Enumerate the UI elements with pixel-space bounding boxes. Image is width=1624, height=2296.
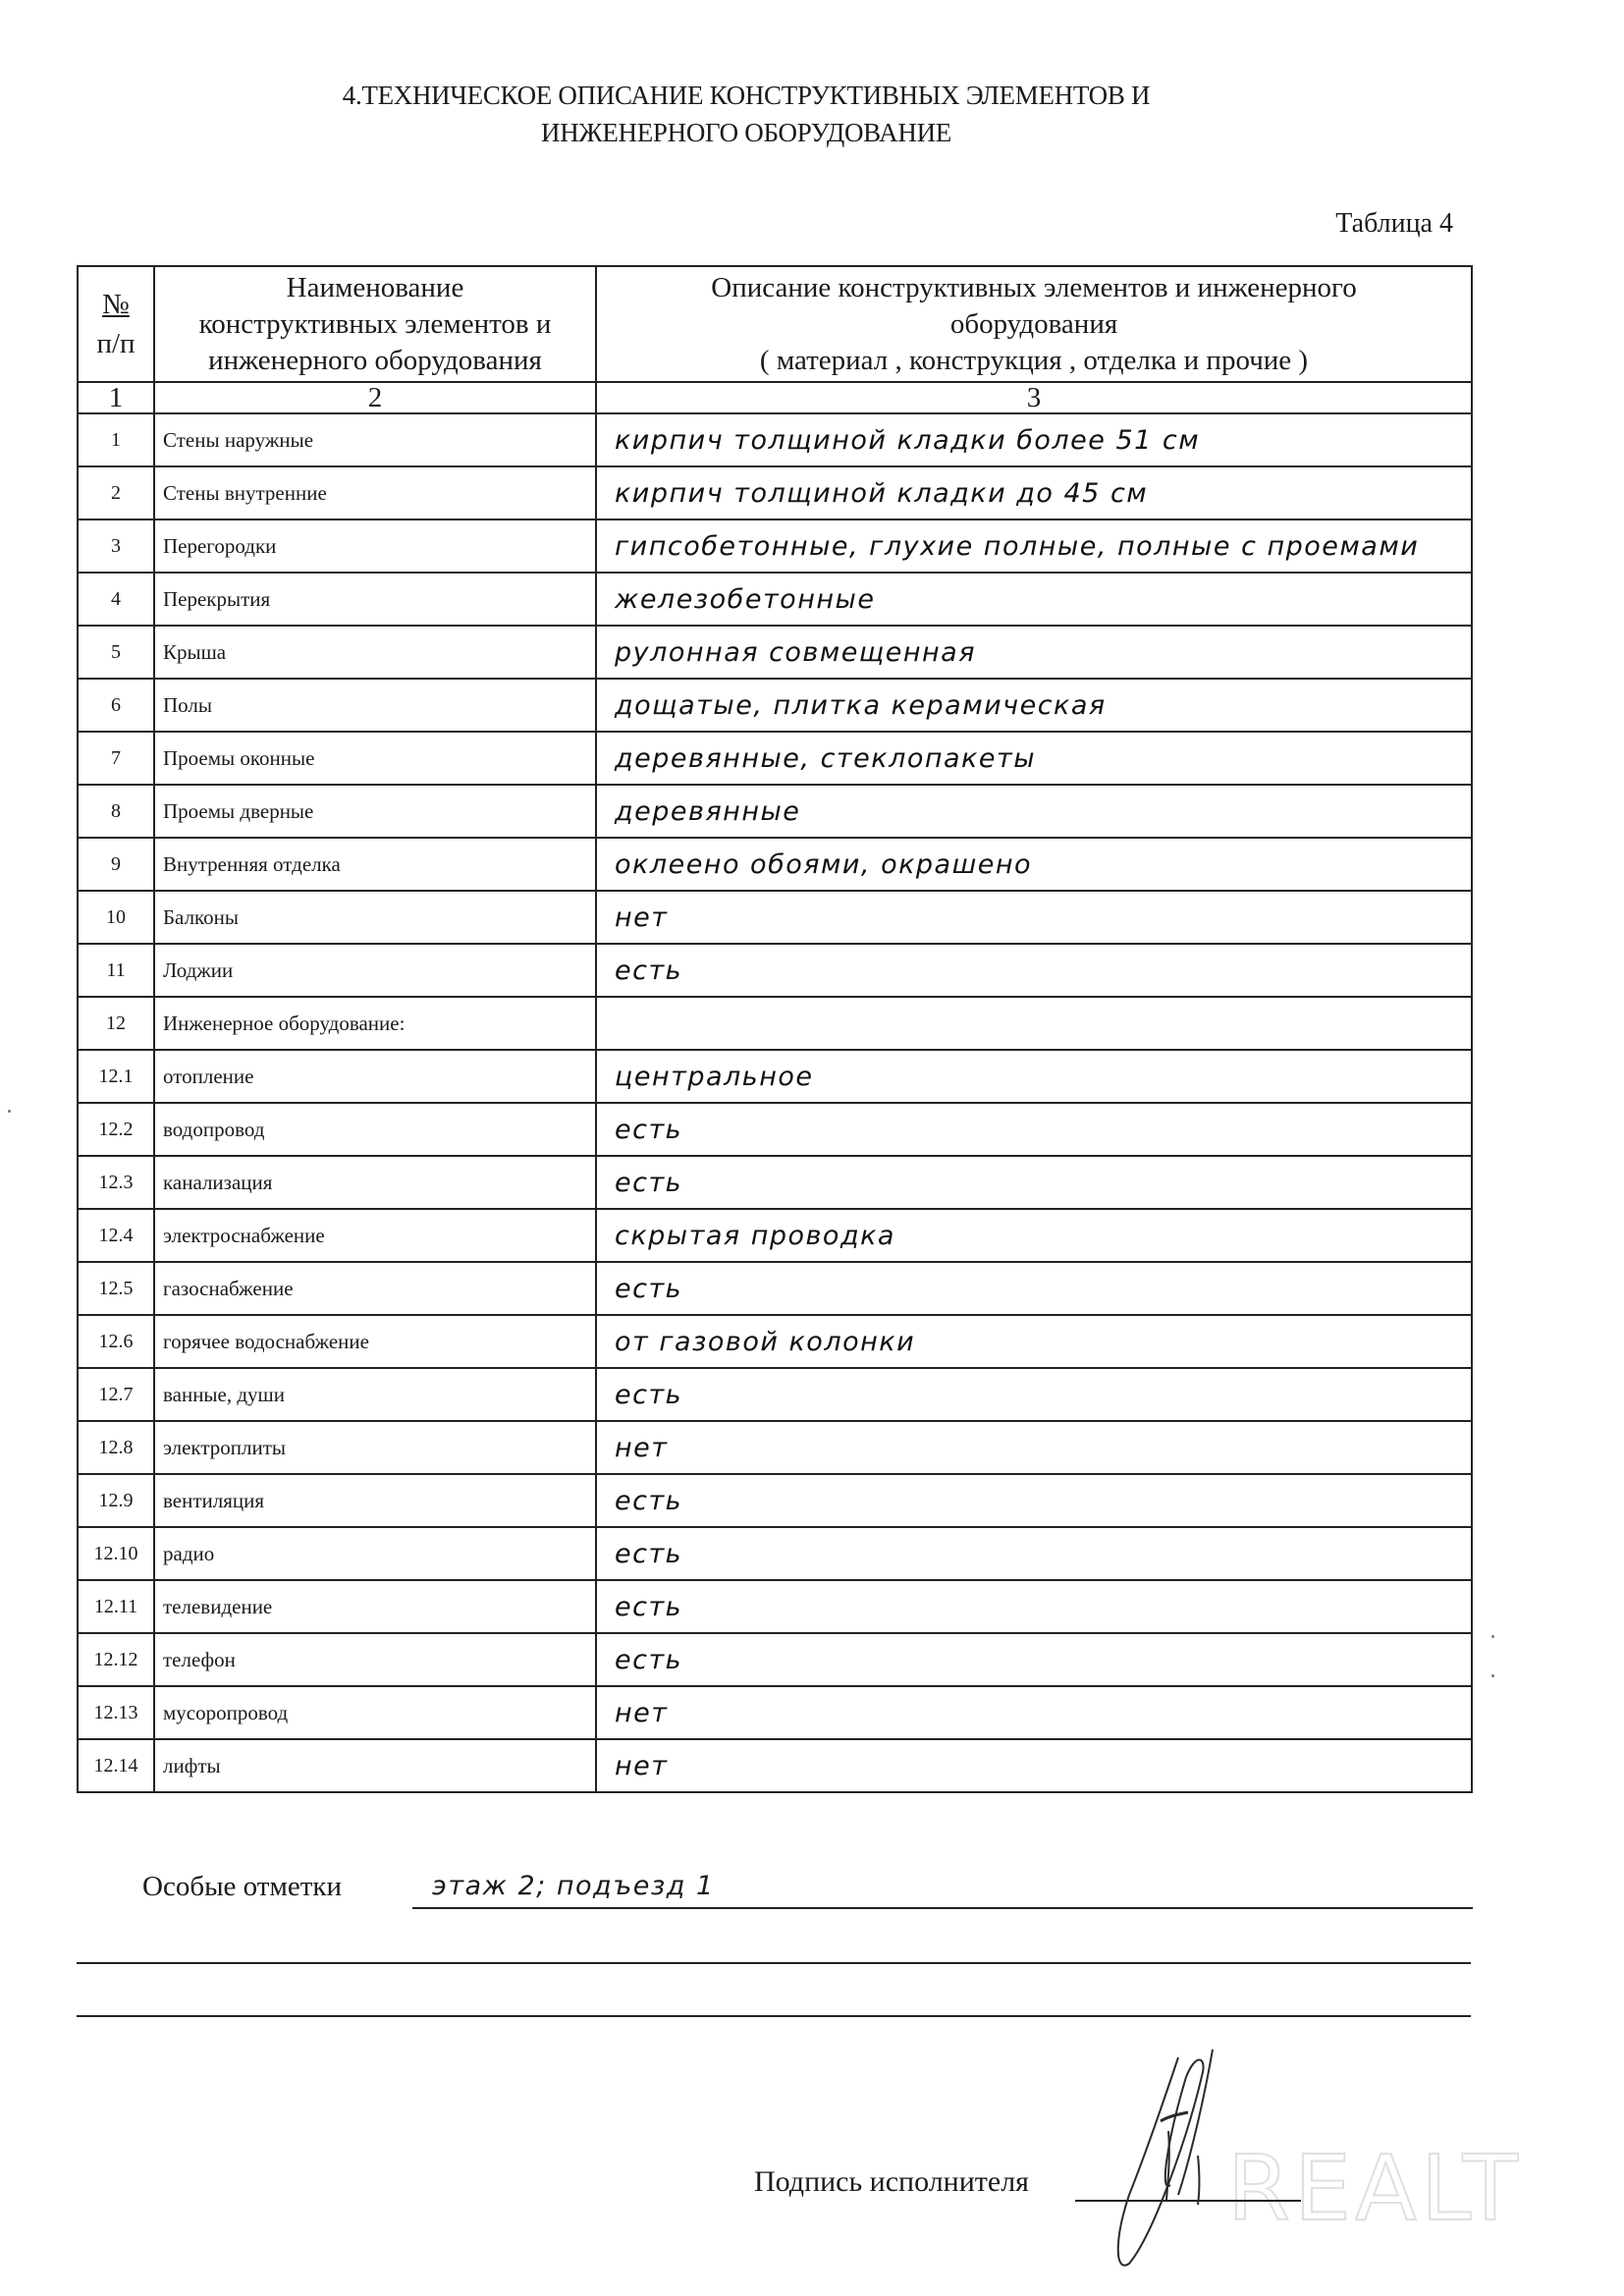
table-row (78, 1262, 1472, 1315)
signature-mark (1110, 2048, 1257, 2273)
table-row (78, 1103, 1472, 1156)
row-description: нет (596, 1739, 1472, 1792)
table-row (78, 732, 1472, 785)
row-description: есть (596, 1474, 1472, 1527)
scan-speck (8, 1110, 11, 1113)
row-number: 12 (78, 997, 154, 1050)
row-element-name: электроплиты (154, 1421, 596, 1474)
row-number: 12.1 (78, 1050, 154, 1103)
header-description (596, 266, 1472, 382)
table-row (78, 1209, 1472, 1262)
row-element-name: Лоджии (154, 944, 596, 997)
scan-speck (1491, 1635, 1494, 1638)
technical-description-table (77, 265, 1473, 1793)
row-element-name: телефон (154, 1633, 596, 1686)
header-number-abbr: п/п (96, 328, 135, 359)
table-row (78, 944, 1472, 997)
row-element-name: мусоропровод (154, 1686, 596, 1739)
row-element-name: лифты (154, 1739, 596, 1792)
table-row (78, 1156, 1472, 1209)
row-number: 11 (78, 944, 154, 997)
table-row (78, 1421, 1472, 1474)
header-desc-line-1: Описание конструктивных элементов и инженерного (711, 271, 1357, 303)
column-number-1: 1 (78, 382, 154, 413)
row-element-name: Стены наружные (154, 413, 596, 466)
row-description: от газовой колонки (596, 1315, 1472, 1368)
document-title (0, 77, 1492, 151)
row-number: 12.14 (78, 1739, 154, 1792)
table-row (78, 1633, 1472, 1686)
row-description: нет (596, 1686, 1472, 1739)
row-description: кирпич толщиной кладки более 51 см (596, 413, 1472, 466)
table-row (78, 1368, 1472, 1421)
row-number: 12.11 (78, 1580, 154, 1633)
row-description: есть (596, 1527, 1472, 1580)
table-row (78, 413, 1472, 466)
row-number: 8 (78, 785, 154, 838)
row-number: 12.7 (78, 1368, 154, 1421)
row-number: 4 (78, 573, 154, 626)
row-description: нет (596, 1421, 1472, 1474)
row-description: есть (596, 1633, 1472, 1686)
column-number-row (78, 382, 1472, 413)
row-element-name: радио (154, 1527, 596, 1580)
row-description: рулонная совмещенная (596, 626, 1472, 679)
table-row (78, 626, 1472, 679)
row-element-name: Проемы оконные (154, 732, 596, 785)
row-number: 1 (78, 413, 154, 466)
row-description: есть (596, 1368, 1472, 1421)
header-number-sign: № (102, 289, 130, 320)
header-name-line-3: инженерного оборудования (208, 344, 542, 376)
signature-label: Подпись исполнителя (754, 2165, 1029, 2198)
row-element-name: Проемы дверные (154, 785, 596, 838)
row-number: 12.10 (78, 1527, 154, 1580)
row-element-name: вентиляция (154, 1474, 596, 1527)
row-number: 12.9 (78, 1474, 154, 1527)
row-element-name: Перекрытия (154, 573, 596, 626)
table-row (78, 891, 1472, 944)
row-number: 12.13 (78, 1686, 154, 1739)
row-description: кирпич толщиной кладки до 45 см (596, 466, 1472, 519)
table-row (78, 838, 1472, 891)
table-caption: Таблица 4 (1335, 208, 1453, 239)
row-description: деревянные (596, 785, 1472, 838)
row-description: есть (596, 1262, 1472, 1315)
row-description: есть (596, 1580, 1472, 1633)
row-element-name: Внутренняя отделка (154, 838, 596, 891)
table-row (78, 1474, 1472, 1527)
table-row (78, 573, 1472, 626)
special-remarks-value: этаж 2; подъезд 1 (412, 1871, 1473, 1909)
row-number: 12.6 (78, 1315, 154, 1368)
remarks-blank-line (77, 2015, 1471, 2017)
row-number: 12.4 (78, 1209, 154, 1262)
row-number: 7 (78, 732, 154, 785)
row-description: центральное (596, 1050, 1472, 1103)
table-row (78, 519, 1472, 573)
row-number: 12.3 (78, 1156, 154, 1209)
row-description: дощатые, плитка керамическая (596, 679, 1472, 732)
table-row (78, 1050, 1472, 1103)
table-row (78, 1686, 1472, 1739)
header-desc-line-2: оборудования (949, 307, 1118, 340)
table-row (78, 1527, 1472, 1580)
row-number: 6 (78, 679, 154, 732)
row-description: есть (596, 944, 1472, 997)
row-number: 10 (78, 891, 154, 944)
row-element-name: ванные, души (154, 1368, 596, 1421)
row-number: 12.8 (78, 1421, 154, 1474)
row-number: 2 (78, 466, 154, 519)
row-element-name: телевидение (154, 1580, 596, 1633)
table-row (78, 1739, 1472, 1792)
row-number: 3 (78, 519, 154, 573)
row-number: 12.2 (78, 1103, 154, 1156)
column-number-3: 3 (596, 382, 1472, 413)
header-name (154, 266, 596, 382)
row-number: 12.5 (78, 1262, 154, 1315)
table-header-row (78, 266, 1472, 382)
table-row (78, 466, 1472, 519)
row-number: 12.12 (78, 1633, 154, 1686)
row-element-name: отопление (154, 1050, 596, 1103)
row-element-name: канализация (154, 1156, 596, 1209)
title-line-1: 4.ТЕХНИЧЕСКОЕ ОПИСАНИЕ КОНСТРУКТИВНЫХ ЭЛЕМЕНТОВ И (342, 81, 1151, 110)
row-number: 5 (78, 626, 154, 679)
header-name-line-2: конструктивных элементов и (198, 307, 552, 340)
row-element-name: горячее водоснабжение (154, 1315, 596, 1368)
header-desc-line-3: ( материал , конструкция , отделка и прочие ) (759, 344, 1309, 376)
remarks-blank-line (77, 1962, 1471, 1964)
row-description: деревянные, стеклопакеты (596, 732, 1472, 785)
row-description: гипсобетонные, глухие полные, полные с проемами (596, 519, 1472, 573)
special-remarks-label: Особые отметки (142, 1871, 342, 1902)
row-description: железобетонные (596, 573, 1472, 626)
row-element-name: Крыша (154, 626, 596, 679)
watermark: REALT (1227, 2136, 1522, 2241)
row-element-name: газоснабжение (154, 1262, 596, 1315)
scan-speck (1491, 1674, 1494, 1677)
row-element-name: Перегородки (154, 519, 596, 573)
row-element-name: Инженерное оборудование: (154, 997, 596, 1050)
header-name-line-1: Наименование (286, 271, 464, 303)
row-element-name: Полы (154, 679, 596, 732)
row-description (596, 997, 1472, 1050)
table-row (78, 1315, 1472, 1368)
row-description: нет (596, 891, 1472, 944)
title-line-2: ИНЖЕНЕРНОГО ОБОРУДОВАНИЕ (541, 118, 951, 147)
table-row (78, 1580, 1472, 1633)
row-description: есть (596, 1103, 1472, 1156)
column-number-2: 2 (154, 382, 596, 413)
table-body (78, 413, 1472, 1792)
row-element-name: водопровод (154, 1103, 596, 1156)
row-description: есть (596, 1156, 1472, 1209)
row-element-name: Балконы (154, 891, 596, 944)
special-remarks (142, 1871, 1473, 1910)
row-element-name: Стены внутренние (154, 466, 596, 519)
row-description: скрытая проводка (596, 1209, 1472, 1262)
table-row (78, 785, 1472, 838)
row-description: оклеено обоями, окрашено (596, 838, 1472, 891)
table-row (78, 997, 1472, 1050)
row-element-name: электроснабжение (154, 1209, 596, 1262)
header-number (78, 266, 154, 382)
row-number: 9 (78, 838, 154, 891)
table-row (78, 679, 1472, 732)
